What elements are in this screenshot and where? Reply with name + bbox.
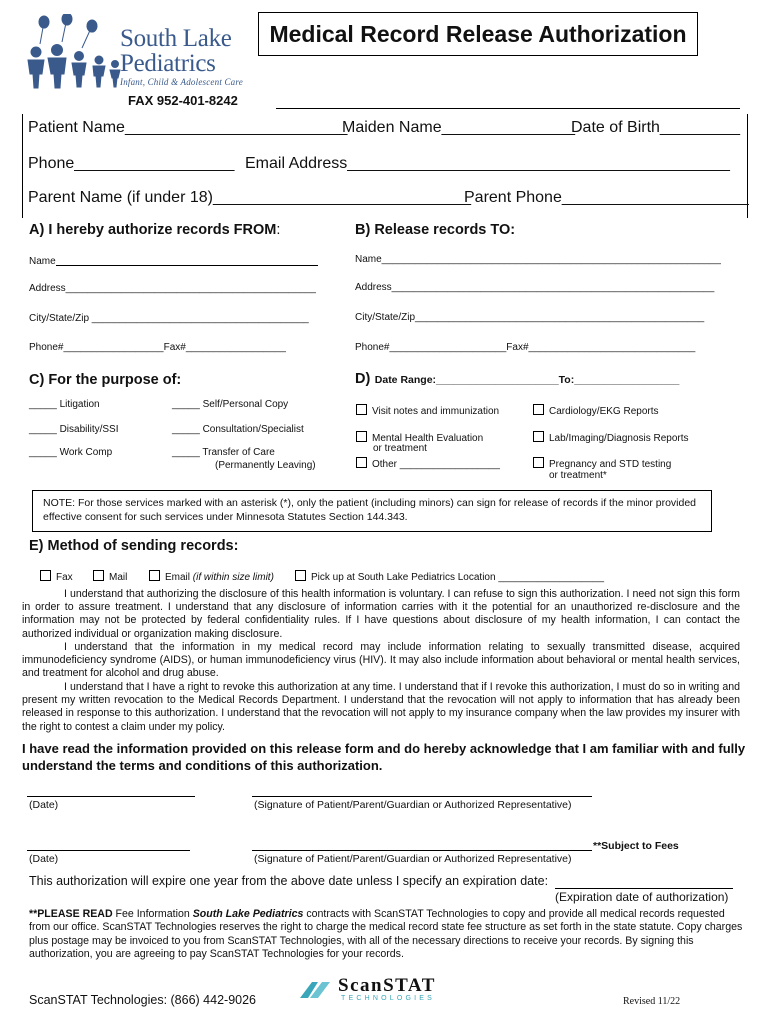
fee-information: **PLEASE READ Fee Information South Lake Pediatrics contracts with ScanSTAT Technologies to copy and provide all medical records requested from our office. ScanSTAT Technologies reserves the right to charge the medical record state fee structure as set forth in the state statute. Copy charges plus postage may be invoiced to you from ScanSTAT Technologies, with all of the necessary directions to receive your records. By signing this authorization, you are agreeing to pay ScanSTAT Technologies for your records.: [29, 908, 743, 961]
from-address-field[interactable]: Address_____________________________________________: [29, 283, 316, 294]
cardiology-option[interactable]: Cardiology/EKG Reports: [533, 404, 659, 417]
document-title: Medical Record Release Authorization: [258, 12, 698, 56]
parent-name-field[interactable]: Parent Name (if under 18)_____________________________: [28, 189, 472, 206]
fax-number: FAX 952-401-8242: [128, 93, 238, 108]
purpose-work-comp[interactable]: _____ Work Comp: [29, 447, 113, 458]
method-fax-option[interactable]: Fax: [40, 570, 73, 583]
email-field[interactable]: Email Address___________________________________________: [245, 155, 730, 172]
section-b-heading: B) Release records TO:: [355, 222, 516, 238]
purpose-transfer-note: (Permanently Leaving): [215, 460, 316, 471]
date-of-birth-field[interactable]: Date of Birth_________: [571, 119, 741, 136]
signature-label-2: (Signature of Patient/Parent/Guardian or Authorized Representative): [254, 853, 572, 865]
section-d-heading: D) Date Range:_____________________To:__________________: [355, 371, 680, 387]
method-mail-option[interactable]: Mail: [93, 570, 127, 583]
acknowledgement: I have read the information provided on this release form and do hereby acknowledge that I am familiar with and fully understand the terms and conditions of this authorization.: [22, 741, 746, 773]
consent-paragraph-2: I understand that the information in my medical record may include information relating to sexually transmitted disease, acquired immunodeficiency syndrome (AIDS), or human immunodeficiency virus (HIV). It may also include information about behavioral or mental health services, and treatment for alcohol and drug abuse.: [22, 641, 740, 680]
children-figures-icon: [22, 14, 122, 92]
section-a-heading: A) I hereby authorize records FROM:: [29, 222, 281, 238]
cardiology-checkbox[interactable]: [533, 404, 544, 415]
subject-to-fees: **Subject to Fees: [593, 840, 679, 852]
date-label-2: (Date): [29, 853, 59, 865]
purpose-transfer-of-care[interactable]: _____ Transfer of Care: [172, 447, 275, 458]
pregnancy-std-checkbox[interactable]: [533, 457, 544, 468]
visit-notes-checkbox[interactable]: [356, 404, 367, 415]
from-phone-fax-field[interactable]: Phone#__________________Fax#__________________: [29, 342, 286, 353]
fax-checkbox[interactable]: [40, 570, 51, 581]
scanstat-wordmark: ScanSTAT: [338, 975, 436, 996]
phone-field[interactable]: Phone__________________: [28, 155, 235, 172]
method-pickup-option[interactable]: Pick up at South Lake Pediatrics Location ___________________: [295, 570, 604, 583]
parent-phone-field[interactable]: Parent Phone_____________________: [464, 189, 749, 206]
from-name-field[interactable]: Name: [29, 256, 56, 267]
purpose-litigation[interactable]: _____ Litigation: [29, 399, 100, 410]
maiden-name-field[interactable]: Maiden Name_______________: [342, 119, 576, 136]
from-city-field[interactable]: City/State/Zip _______________________________________: [29, 313, 309, 324]
consent-paragraph-1: I understand that authorizing the disclosure of this health information is voluntary. I can refuse to sign this authorization. I need not sign this form in order to assure treatment. I understand that any disclosure of information carries with it the potential for an unauthorized re-disclosure and the information may not be protected by federal confidentiality rules. If I have questions about disclosure of my health information, I can contact the authorized individual or organization making disclosure.: [22, 588, 740, 640]
expiration-date-line[interactable]: [555, 888, 733, 889]
revision-date: Revised 11/22: [623, 996, 681, 1007]
scanstat-contact: ScanSTAT Technologies: (866) 442-9026: [29, 993, 256, 1007]
lab-imaging-checkbox[interactable]: [533, 431, 544, 442]
section-c-heading: C) For the purpose of:: [29, 372, 182, 388]
pregnancy-std-option[interactable]: Pregnancy and STD testing: [533, 457, 671, 470]
south-lake-pediatrics-logo: [22, 14, 252, 94]
divider: [276, 108, 740, 109]
purpose-self-copy[interactable]: _____ Self/Personal Copy: [172, 399, 289, 410]
expiration-statement: This authorization will expire one year from the above date unless I specify an expiration date:: [29, 874, 549, 888]
method-email-option[interactable]: Email (if within size limit): [149, 570, 274, 583]
mental-health-checkbox[interactable]: [356, 431, 367, 442]
email-checkbox[interactable]: [149, 570, 160, 581]
logo-tagline: Infant, Child & Adolescent Care: [120, 77, 243, 87]
to-city-field[interactable]: City/State/Zip____________________________________________________: [355, 312, 705, 323]
consent-paragraph-3: I understand that I have a right to revoke this authorization at any time. I understand that if I revoke this authorization, I must do so in writing and present my written revocation to the Medical Records Department. I understand that the revocation will not apply to information that has already been released in response to this authorization. I understand that the revocation will not apply to my insurance company when the law provides my insurer with the right to contest a claim under my policy.: [22, 681, 740, 733]
scanstat-swoosh-icon: [298, 978, 334, 1002]
signature-line-1[interactable]: [252, 796, 592, 797]
note-box: NOTE: For those services marked with an asterisk (*), only the patient (including minors) can sign for release of records if the minor provided effective consent for such services under Minnesota Statutes Section 144.343.: [32, 490, 712, 532]
mental-health-option[interactable]: Mental Health Evaluation: [356, 431, 483, 444]
to-name-field[interactable]: Name_____________________________________________________________: [355, 254, 721, 265]
pregnancy-std-note: or treatment*: [549, 470, 607, 481]
other-checkbox[interactable]: [356, 457, 367, 468]
to-address-field[interactable]: Address__________________________________________________________: [355, 282, 715, 293]
mental-health-note: or treatment: [373, 443, 427, 454]
logo-line-2: Pediatrics: [120, 50, 216, 77]
section-e-heading: E) Method of sending records:: [29, 538, 239, 554]
logo-line-1: South Lake: [120, 25, 232, 52]
date-label-1: (Date): [29, 799, 59, 811]
from-name-line: [56, 265, 318, 266]
expiration-date-label: (Expiration date of authorization): [555, 890, 729, 904]
purpose-consultation[interactable]: _____ Consultation/Specialist: [172, 424, 304, 435]
other-option[interactable]: Other __________________: [356, 457, 500, 470]
lab-imaging-option[interactable]: Lab/Imaging/Diagnosis Reports: [533, 431, 689, 444]
visit-notes-option[interactable]: Visit notes and immunization: [356, 404, 499, 417]
scanstat-subtitle: TECHNOLOGIES: [341, 995, 436, 1002]
mail-checkbox[interactable]: [93, 570, 104, 581]
to-phone-fax-field[interactable]: Phone#_____________________Fax#______________________________: [355, 342, 696, 353]
signature-line-2[interactable]: [252, 850, 592, 851]
patient-name-field[interactable]: Patient Name_________________________: [28, 119, 348, 136]
scanstat-logo: [298, 975, 468, 1005]
purpose-disability[interactable]: _____ Disability/SSI: [29, 424, 119, 435]
date-line-2[interactable]: [27, 850, 190, 851]
date-line-1[interactable]: [27, 796, 195, 797]
signature-label-1: (Signature of Patient/Parent/Guardian or Authorized Representative): [254, 799, 572, 811]
pickup-checkbox[interactable]: [295, 570, 306, 581]
